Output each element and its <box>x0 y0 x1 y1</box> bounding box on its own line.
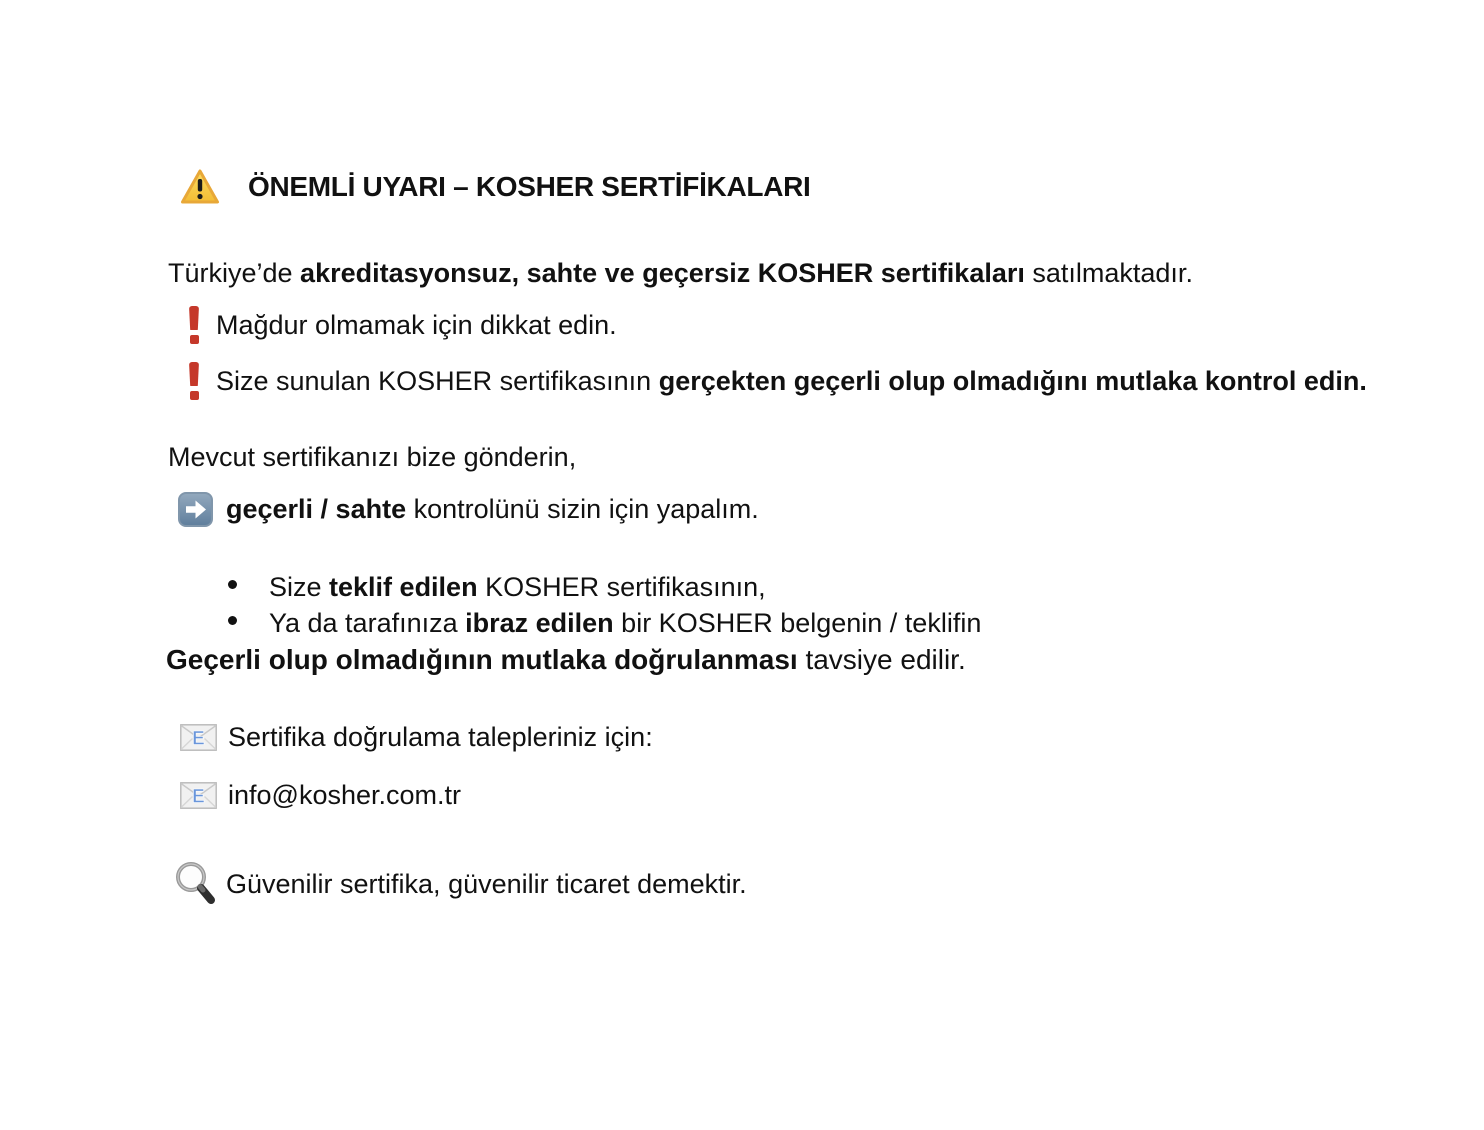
bullet-list <box>228 572 981 644</box>
email-icon <box>180 724 217 751</box>
warning-triangle-icon <box>180 168 220 206</box>
send-line-1 <box>168 442 576 473</box>
bullet-icon <box>228 580 237 589</box>
contact-label: Sertifika doğrulama talepleriniz için: <box>228 722 653 752</box>
conclusion-text <box>166 644 966 676</box>
email-icon <box>180 782 217 809</box>
svg-text:E: E <box>192 786 205 808</box>
send-line-2 <box>178 492 759 527</box>
bullet-1-text <box>269 572 766 603</box>
intro-bold: akreditasyonsuz, sahte ve geçersiz KOSHER sertifikaları <box>300 258 1025 288</box>
warning-line-1 <box>188 306 617 344</box>
contact-email-row <box>180 780 461 811</box>
bullet-2-text <box>269 608 981 639</box>
heading-row <box>180 168 811 206</box>
conclusion-bold: Geçerli olup olmadığının mutlaka doğrulanması <box>166 644 798 675</box>
intro-paragraph <box>168 258 1193 289</box>
page-title: ÖNEMLİ UYARI – KOSHER SERTİFİKALARI <box>248 171 811 202</box>
magnifier-icon <box>174 860 218 908</box>
footer-text: Güvenilir sertifika, güvenilir ticaret demektir. <box>226 868 747 899</box>
warning-1-text: Mağdur olmamak için dikkat edin. <box>216 309 617 340</box>
warning-2-pre: Size sunulan KOSHER sertifikasının <box>216 365 659 396</box>
bullet-2-bold: ibraz edilen <box>465 608 614 638</box>
warning-line-2 <box>188 362 1367 400</box>
warning-2-bold: gerçekten geçerli olup olmadığını mutlaka kontrol edin. <box>658 365 1367 396</box>
bullet-2-post: bir KOSHER belgenin / teklifin <box>613 608 982 638</box>
svg-text:E: E <box>192 728 205 750</box>
contact-email: info@kosher.com.tr <box>228 780 461 810</box>
list-item <box>228 572 981 608</box>
send-2-text <box>226 494 759 525</box>
bullet-icon <box>228 616 237 625</box>
send-2-bold: geçerli / sahte <box>226 494 407 524</box>
intro-text <box>168 258 1193 289</box>
bullet-1-post: KOSHER sertifikasının, <box>477 572 766 602</box>
intro-post: satılmaktadır. <box>1024 258 1193 288</box>
right-arrow-icon <box>178 492 213 527</box>
bullet-1-pre: Size <box>269 572 330 602</box>
warning-2-text <box>216 366 1367 397</box>
conclusion-post: tavsiye edilir. <box>797 644 966 675</box>
red-exclamation-icon <box>188 362 200 400</box>
footer-row <box>174 860 747 908</box>
list-item <box>228 608 981 644</box>
send-2-post: kontrolünü sizin için yapalım. <box>406 494 759 524</box>
conclusion-line <box>166 644 966 676</box>
bullet-1-bold: teklif edilen <box>329 572 478 602</box>
bullet-2-pre: Ya da tarafınıza <box>269 608 466 638</box>
contact-label-row <box>180 722 653 753</box>
red-exclamation-icon <box>188 306 200 344</box>
send-1-text: Mevcut sertifikanızı bize gönderin, <box>168 442 577 472</box>
intro-pre: Türkiye’de <box>168 258 301 288</box>
